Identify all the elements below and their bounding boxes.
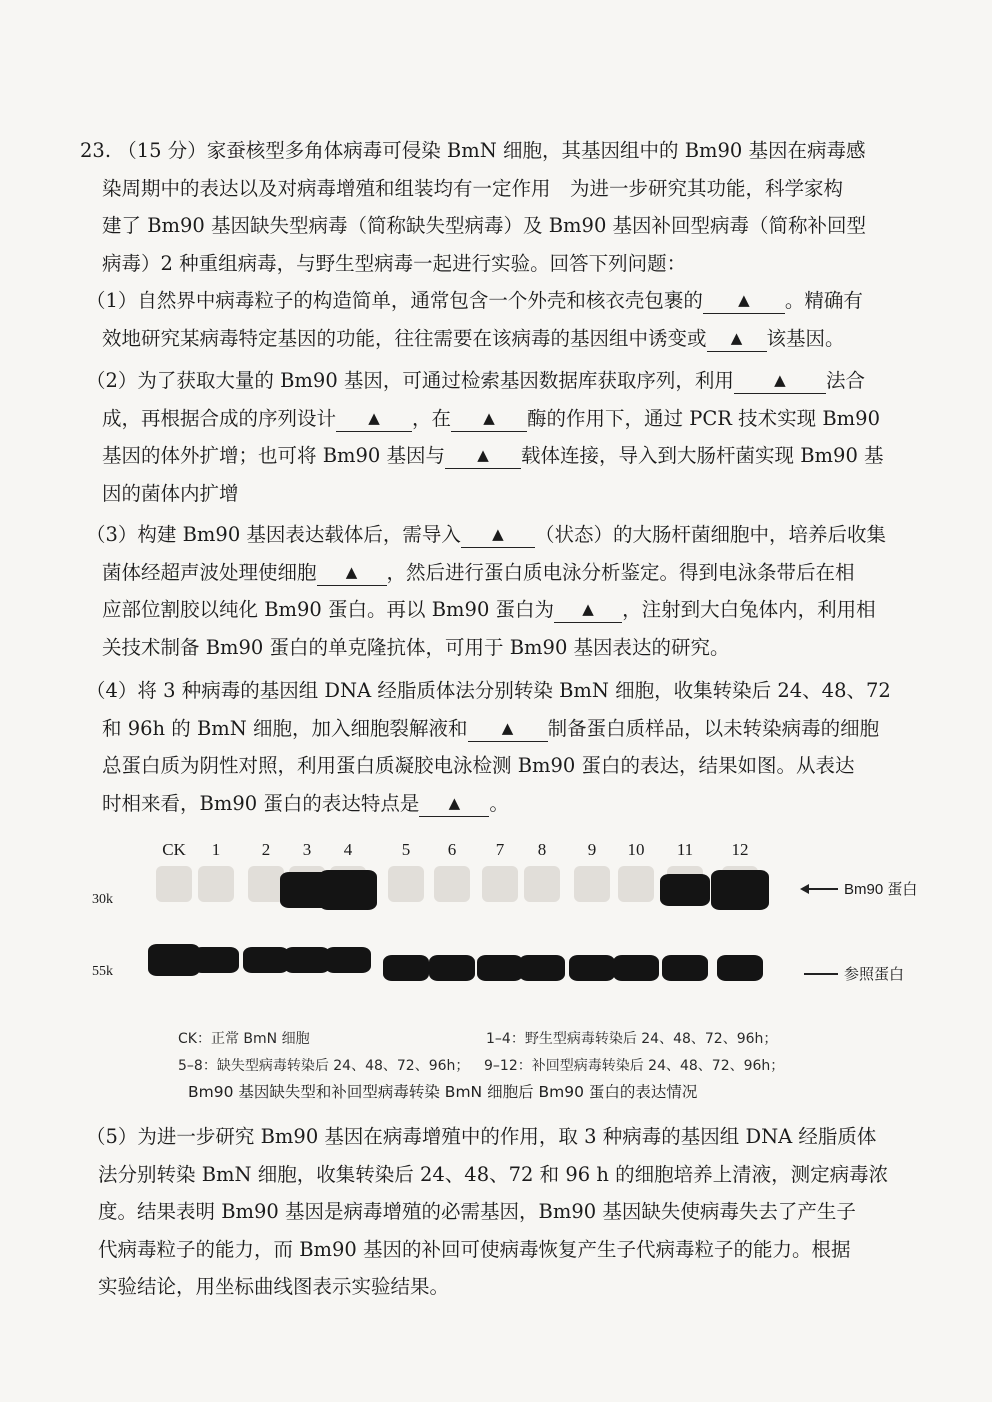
question-intro <box>80 132 866 282</box>
lane-label: 12 <box>731 840 749 859</box>
lane-background <box>248 866 284 902</box>
answer-blank[interactable]: ▲ <box>451 404 527 432</box>
reference-band <box>383 955 429 981</box>
text: （5）为进一步研究 Bm90 基因在病毒增殖中的作用，取 3 种病毒的基因组 DNA 经脂质体 <box>86 1125 877 1148</box>
text: 关技术制备 Bm90 蛋白的单克隆抗体，可用于 Bm90 基因表达的研究。 <box>102 635 730 659</box>
lane-label: 1 <box>211 840 221 859</box>
lane-label: 5 <box>401 840 411 859</box>
text: （1）自然界中病毒粒子的构造简单，通常包含一个外壳和核衣壳包裹的 <box>86 289 703 312</box>
lane-label: 4 <box>343 840 353 859</box>
text: 代病毒粒子的能力，而 Bm90 基因的补回可使病毒恢复产生子代病毒粒子的能力。根据 <box>98 1237 851 1261</box>
lane-label: 10 <box>627 840 645 859</box>
reference-band <box>662 955 708 981</box>
part-3 <box>86 516 886 666</box>
text: 法分别转染 BmN 细胞，收集转染后 24、48、72 和 96 h 的细胞培养上清液，测定病毒浓 <box>98 1162 889 1186</box>
reference-band <box>284 947 330 973</box>
lane-background <box>156 866 192 902</box>
reference-band <box>717 955 763 981</box>
lane-background <box>388 866 424 902</box>
text: ，然后进行蛋白质电泳分析鉴定。得到电泳条带后在相 <box>386 560 855 584</box>
answer-blank[interactable]: ▲ <box>734 366 826 394</box>
text: 因的菌体内扩增 <box>102 481 239 505</box>
text: （2）为了获取大量的 Bm90 基因，可通过检索基因数据库获取序列，利用 <box>86 369 734 392</box>
answer-blank[interactable]: ▲ <box>336 404 412 432</box>
text: 和 96h 的 BmN 细胞，加入细胞裂解液和 <box>102 716 468 740</box>
lane-label: CK <box>162 840 186 859</box>
reference-band <box>429 955 475 981</box>
text: 菌体经超声波处理使细胞 <box>102 560 317 584</box>
legend-deletion: 5–8：缺失型病毒转染后 24、48、72、96h； <box>178 1058 470 1074</box>
part-1 <box>86 282 863 357</box>
legend-rescue: 9–12：补回型病毒转染后 24、48、72、96h； <box>484 1058 785 1074</box>
lane-background <box>574 866 610 902</box>
text: 。 <box>489 791 509 815</box>
lane-background <box>482 866 518 902</box>
text: 法合 <box>825 369 865 392</box>
mw-marker-30k: 30k <box>92 892 113 907</box>
mw-marker-55k: 55k <box>92 964 113 979</box>
answer-blank[interactable]: ▲ <box>703 286 785 314</box>
reference-band <box>519 955 565 981</box>
line-reference <box>804 973 838 975</box>
arrow-head-icon <box>800 884 809 894</box>
text: 效地研究某病毒特定基因的功能，往往需要在该病毒的基因组中诱变或 <box>102 326 707 350</box>
answer-blank[interactable]: ▲ <box>468 714 548 742</box>
text: 酶的作用下，通过 PCR 技术实现 Bm90 <box>527 406 880 430</box>
intro-line: 23. （15 分）家蚕核型多角体病毒可侵染 BmN 细胞，其基因组中的 Bm90 基因在病毒感 <box>80 139 866 162</box>
text: 载体连接，导入到大肠杆菌实现 Bm90 基 <box>521 444 884 467</box>
text: （4）将 3 种病毒的基因组 DNA 经脂质体法分别转染 BmN 细胞，收集转染后 24、48、72 <box>86 679 891 702</box>
text: 度。结果表明 Bm90 基因是病毒增殖的必需基因，Bm90 基因缺失使病毒失去了产生子 <box>98 1200 856 1223</box>
text: 基因的体外扩增；也可将 Bm90 基因与 <box>102 444 446 467</box>
answer-blank[interactable]: ▲ <box>707 324 767 352</box>
bm90-band <box>660 874 711 905</box>
text: ，注射到大白兔体内，利用相 <box>622 598 876 621</box>
part-4 <box>86 672 891 822</box>
label-bm90-protein: Bm90 蛋白 <box>844 881 918 898</box>
text: 成，再根据合成的序列设计 <box>102 406 337 430</box>
text: ，在 <box>412 406 452 430</box>
intro-line: 病毒）2 种重组病毒，与野生型病毒一起进行实验。回答下列问题： <box>102 251 687 275</box>
lane-background <box>524 866 560 902</box>
lane-background <box>618 866 654 902</box>
reference-band <box>613 955 659 981</box>
answer-blank[interactable]: ▲ <box>419 789 489 817</box>
reference-band <box>193 947 239 973</box>
lane-label: 7 <box>495 840 505 859</box>
lane-label: 2 <box>261 840 271 859</box>
legend-wild-type: 1–4：野生型病毒转染后 24、48、72、96h； <box>486 1031 778 1047</box>
reference-band <box>325 947 371 973</box>
answer-blank[interactable]: ▲ <box>461 520 535 548</box>
text: 。精确有 <box>784 289 863 312</box>
figure-caption: Bm90 基因缺失型和补回型病毒转染 BmN 细胞后 Bm90 蛋白的表达情况 <box>188 1083 698 1101</box>
lane-background <box>434 866 470 902</box>
text: 总蛋白质为阴性对照，利用蛋白质凝胶电泳检测 Bm90 蛋白的表达，结果如图。从表达 <box>102 754 855 777</box>
answer-blank[interactable]: ▲ <box>554 595 622 623</box>
reference-band <box>477 955 523 981</box>
lane-background <box>198 866 234 902</box>
text: 实验结论，用坐标曲线图表示实验结果。 <box>98 1275 450 1298</box>
part-2 <box>86 362 884 512</box>
text: 时相来看，Bm90 蛋白的表达特点是 <box>102 791 420 815</box>
label-reference-protein: 参照蛋白 <box>844 966 905 983</box>
legend-ck: CK：正常 BmN 细胞 <box>178 1031 310 1047</box>
lane-label: 11 <box>676 840 694 859</box>
lane-label: 9 <box>587 840 597 859</box>
text: （状态）的大肠杆菌细胞中，培养后收集 <box>534 523 886 546</box>
lane-label: 6 <box>447 840 457 859</box>
text: 应部位割胶以纯化 Bm90 蛋白。再以 Bm90 蛋白为 <box>102 598 555 621</box>
bm90-band <box>319 870 377 910</box>
answer-blank[interactable]: ▲ <box>317 558 387 586</box>
text: 该基因。 <box>766 326 845 350</box>
lane-label: 3 <box>302 840 312 859</box>
intro-line: 染周期中的表达以及对病毒增殖和组装均有一定作用 为进一步研究其功能，科学家构 <box>102 176 844 200</box>
reference-band <box>243 947 289 973</box>
bm90-band <box>711 870 769 910</box>
intro-line: 建了 Bm90 基因缺失型病毒（简称缺失型病毒）及 Bm90 基因补回型病毒（简称补回型 <box>102 214 867 237</box>
text: 制备蛋白质样品，以未转染病毒的细胞 <box>547 716 880 740</box>
lane-label: 8 <box>537 840 547 859</box>
western-blot-figure <box>90 840 930 990</box>
part-5 <box>86 1118 888 1306</box>
text: （3）构建 Bm90 基因表达载体后，需导入 <box>86 523 461 546</box>
reference-band <box>569 955 615 981</box>
answer-blank[interactable]: ▲ <box>445 441 521 469</box>
